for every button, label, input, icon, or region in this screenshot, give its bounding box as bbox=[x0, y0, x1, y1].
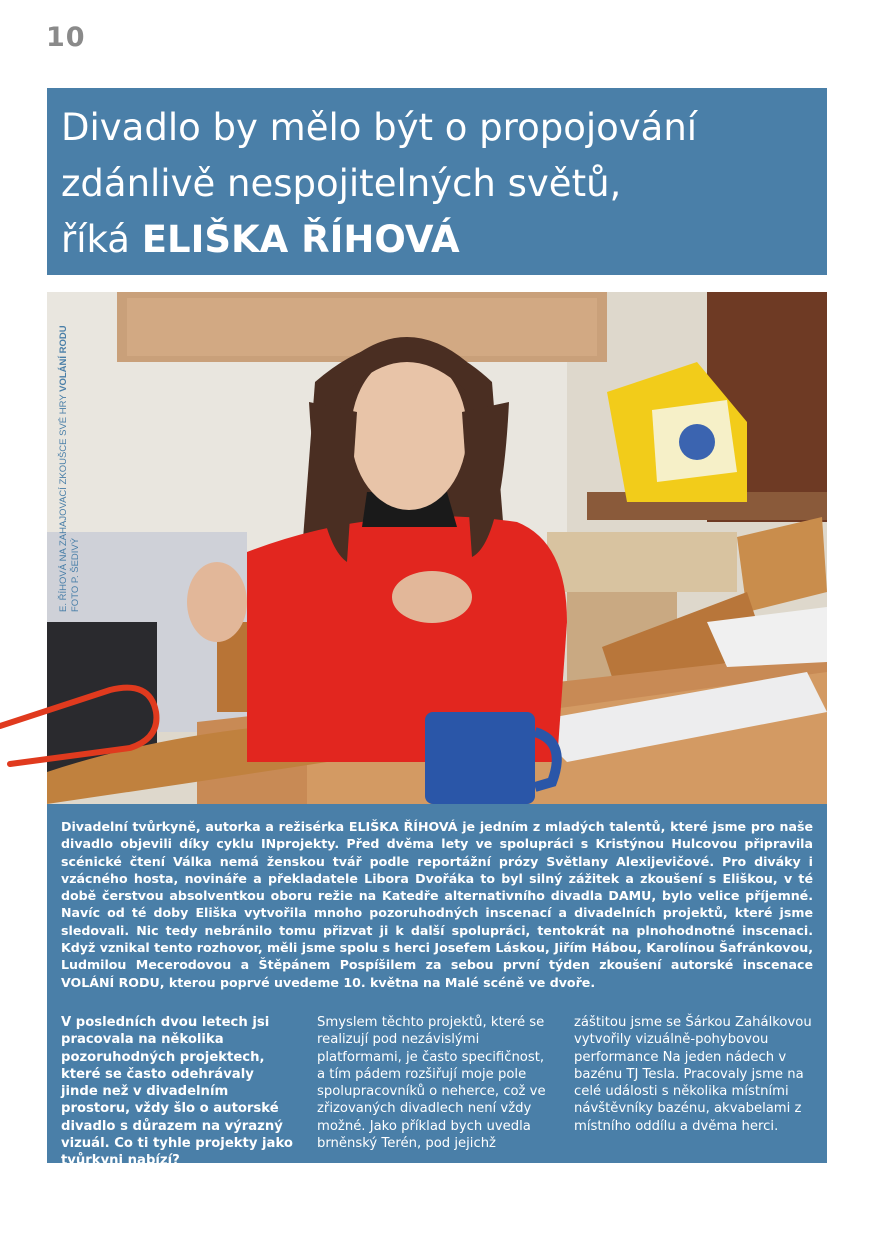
photo-caption-text: E. ŘÍHOVÁ NA ZAHAJOVACÍ ZKOUŠCE SVÉ HRY bbox=[58, 394, 69, 612]
interview-question: V posledních dvou letech jsi pracovala na několika pozoruhodných projektech, které se často odehrávaly jinde než v divadelním prostoru, vždy šlo o autorské divadlo s důrazem na výrazný vizuál. Co ti tyhle projekty jako tvůrkyni nabízí? bbox=[61, 1015, 293, 1169]
headline-line-3-prefix: říká bbox=[61, 218, 130, 261]
photo-caption-play: VOLÁNÍ RODU bbox=[58, 325, 69, 392]
paperclip-decoration bbox=[0, 676, 160, 772]
photo-credit: FOTO P. ŠEDIVÝ bbox=[70, 537, 81, 612]
photo-caption bbox=[58, 302, 88, 612]
headline-name: ELIŠKA ŘÍHOVÁ bbox=[141, 218, 460, 261]
page-number: 10 bbox=[46, 22, 86, 53]
headline-line-1: Divadlo by mělo být o propojování bbox=[61, 106, 698, 149]
interview-photo bbox=[47, 292, 827, 804]
headline bbox=[61, 100, 813, 268]
interview-answer-part-1: Smyslem těchto projektů, které se realizují pod nezávislými platformami, je často specifičnost, a tím pádem rozšiřují moje pole spolupracovníků o neherce, což ve zřizovaných divadlech není vždy možné. Jako příklad bych uvedla brněnský Terén, pod jejichž bbox=[317, 1015, 546, 1152]
headline-line-2: zdánlivě nespojitelných světů, bbox=[61, 162, 622, 205]
photo-illustration bbox=[47, 292, 827, 804]
interview-answer-part-2: záštitou jsme se Šárkou Zahálkovou vytvořily vizuálně-pohybovou performance Na jeden nádech v bazénu TJ Tesla. Pracovaly jsme na celé události s několika místními návštěvníky bazénu, akvabelami z místního oddílu a dvěma herci. bbox=[574, 1015, 812, 1134]
article-text-box bbox=[47, 804, 827, 1169]
headline-box bbox=[47, 88, 827, 275]
article-intro: Divadelní tvůrkyně, autorka a režisérka ELIŠKA ŘÍHOVÁ je jedním z mladých talentů, které jsme pro naše divadlo objevili díky cyklu INprojekty. Před dvěma lety ve spolupráci s Kristýnou Hulcovou připravila scénické čtení Válka nemá ženskou tvář podle reportážní prózy Světlany Alexijevičové. Pro diváky i vzácného hosta, novináře a překladatele Libora Dvořáka to byl silný zážitek a zkoušení s Eliškou, v té době čerstvou absolventkou oboru režie na Katedře alternativního divadla DAMU, bylo velice příjemné. Navíc od té doby Eliška vytvořila mnoho pozoruhodných inscenací a divadelních projektů, které jsme sledovali. Nic tedy nebránilo tomu přizvat ji k další spolupráci, tentokrát na plnohodnotné inscenaci. Když vznikal tento rozhovor, měli jsme spolu s herci Josefem Láskou, Jiřím Hábou, Karolínou Šafránkovou, Ludmilou Mecerodovou a Štěpánem Pospíšilem za sebou první týden zkoušení autorské inscenace VOLÁNÍ RODU, kterou poprvé uvedeme 10. května na Malé scéně ve dvoře. bbox=[61, 819, 813, 990]
